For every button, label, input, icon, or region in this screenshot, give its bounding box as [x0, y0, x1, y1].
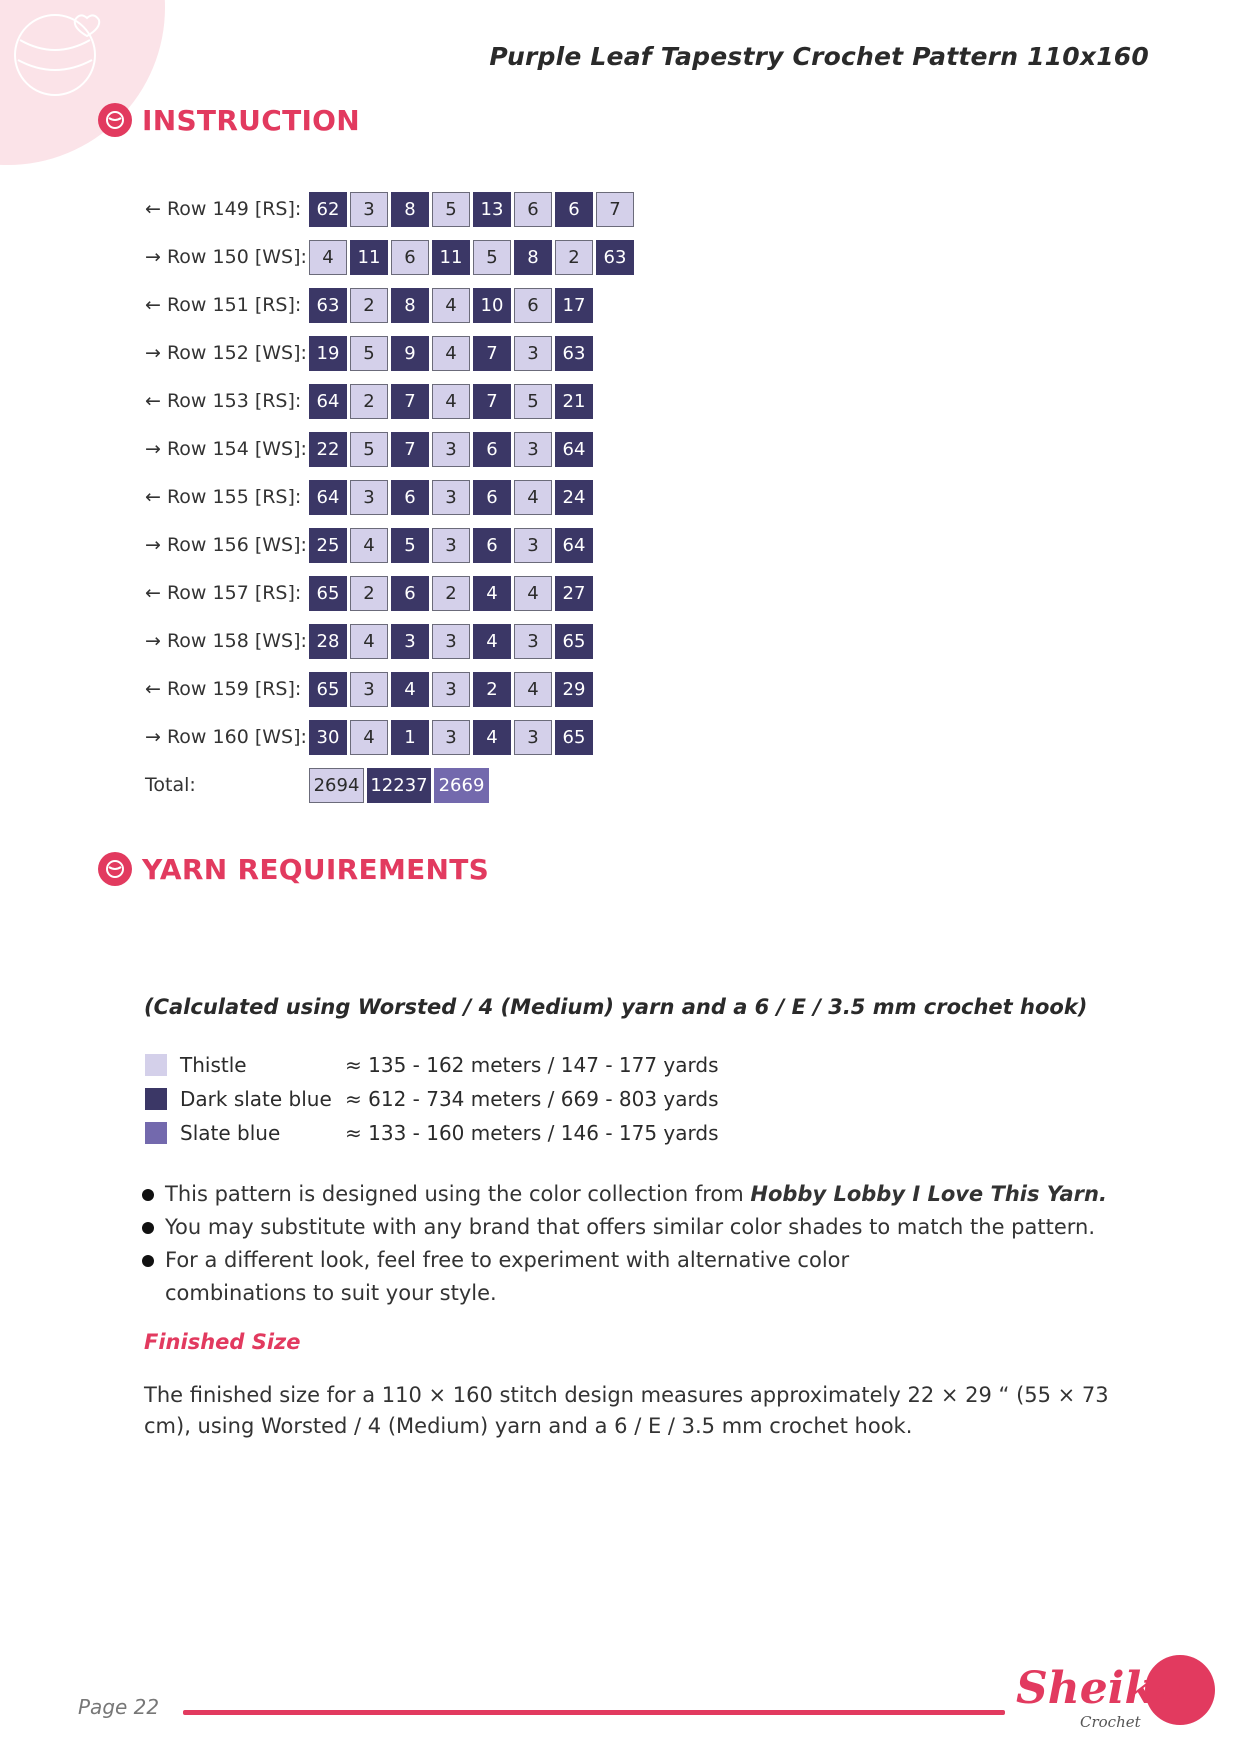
stitch-count-cell: 4	[350, 720, 388, 755]
yarn-title: YARN REQUIREMENTS	[142, 852, 490, 886]
stitch-count-cell: 6	[473, 480, 511, 515]
stitch-count-cell: 9	[391, 336, 429, 371]
stitch-cells	[309, 192, 637, 227]
stitch-count-cell: 6	[391, 576, 429, 611]
note-item	[140, 1211, 1160, 1244]
row-label: ← Row 153 [RS]:	[145, 390, 302, 412]
stitch-count-cell: 11	[432, 240, 470, 275]
finished-size-text: The finished size for a 110 × 160 stitch design measures approximately 22 × 29 “ (55 × 73 cm), using Worsted / 4 (Medium) yarn and a 6 / E / 3.5 mm crochet hook.	[144, 1383, 1109, 1438]
stitch-count-cell: 62	[309, 192, 347, 227]
stitch-count-cell: 4	[432, 336, 470, 371]
stitch-count-cell: 28	[309, 624, 347, 659]
stitch-count-cell: 3	[432, 624, 470, 659]
stitch-count-cell: 65	[555, 720, 593, 755]
stitch-count-cell: 3	[391, 624, 429, 659]
stitch-count-cell: 3	[432, 480, 470, 515]
stitch-cells	[309, 624, 596, 659]
row-instructions	[145, 185, 637, 809]
stitch-count-cell: 8	[391, 192, 429, 227]
note-text: For a different look, feel free to experiment with alternative color combinations to suit your style.	[165, 1248, 850, 1305]
row-label: → Row 150 [WS]:	[145, 246, 307, 268]
stitch-count-cell: 65	[309, 576, 347, 611]
stitch-count-cell: 2	[555, 240, 593, 275]
row-instruction	[145, 521, 637, 569]
stitch-count-cell: 6	[391, 240, 429, 275]
total-count-cell: 12237	[367, 768, 431, 803]
row-instruction	[145, 713, 637, 761]
legend-row-slate-blue	[145, 1116, 719, 1150]
row-instruction	[145, 377, 637, 425]
logo-text: Sheika	[1016, 1663, 1184, 1714]
yarn-subtitle: (Calculated using Worsted / 4 (Medium) yarn and a 6 / E / 3.5 mm crochet hook)	[144, 995, 1088, 1019]
legend-row-thistle	[145, 1048, 719, 1082]
row-label: → Row 152 [WS]:	[145, 342, 307, 364]
stitch-count-cell: 64	[309, 480, 347, 515]
total-label: Total:	[145, 774, 196, 796]
stitch-count-cell: 2	[350, 576, 388, 611]
stitch-count-cell: 3	[514, 432, 552, 467]
yarn-legend	[145, 1048, 719, 1150]
stitch-cells	[309, 384, 596, 419]
bullet-icon	[142, 1255, 154, 1267]
footer-divider	[183, 1710, 1005, 1715]
row-label: → Row 158 [WS]:	[145, 630, 307, 652]
stitch-count-cell: 5	[350, 432, 388, 467]
stitch-count-cell: 63	[309, 288, 347, 323]
logo-subtext: Crochet	[1080, 1713, 1141, 1731]
stitch-count-cell: 4	[473, 624, 511, 659]
yarn-logo-icon	[98, 852, 132, 886]
yarn-notes	[140, 1178, 1160, 1310]
stitch-count-cell: 8	[514, 240, 552, 275]
stitch-count-cell: 1	[391, 720, 429, 755]
stitch-count-cell: 4	[514, 576, 552, 611]
note-item	[140, 1244, 1160, 1310]
note-text: You may substitute with any brand that offers similar color shades to match the pattern.	[165, 1215, 1095, 1239]
stitch-count-cell: 6	[514, 288, 552, 323]
stitch-count-cell: 3	[350, 480, 388, 515]
stitch-count-cell: 3	[514, 336, 552, 371]
dark-slate-blue-swatch	[145, 1088, 167, 1110]
stitch-cells	[309, 288, 596, 323]
legend-amount: ≈ 133 - 160 meters / 146 - 175 yards	[345, 1121, 719, 1145]
stitch-count-cell: 63	[555, 336, 593, 371]
row-label: → Row 156 [WS]:	[145, 534, 307, 556]
stitch-count-cell: 7	[391, 384, 429, 419]
stitch-count-cell: 19	[309, 336, 347, 371]
stitch-count-cell: 4	[473, 576, 511, 611]
brand-logo	[1010, 1655, 1220, 1745]
stitch-count-cell: 7	[473, 384, 511, 419]
stitch-count-cell: 4	[514, 480, 552, 515]
stitch-cells	[309, 528, 596, 563]
stitch-count-cell: 3	[432, 432, 470, 467]
stitch-count-cell: 21	[555, 384, 593, 419]
stitch-count-cell: 3	[432, 672, 470, 707]
stitch-count-cell: 4	[473, 720, 511, 755]
stitch-cells	[309, 336, 596, 371]
stitch-count-cell: 7	[596, 192, 634, 227]
stitch-count-cell: 64	[555, 432, 593, 467]
instruction-title: INSTRUCTION	[142, 103, 361, 137]
stitch-count-cell: 11	[350, 240, 388, 275]
stitch-count-cell: 4	[432, 384, 470, 419]
total-count-cell: 2694	[309, 768, 364, 803]
stitch-count-cell: 4	[432, 288, 470, 323]
stitch-count-cell: 3	[432, 528, 470, 563]
row-label: ← Row 157 [RS]:	[145, 582, 302, 604]
stitch-count-cell: 22	[309, 432, 347, 467]
stitch-count-cell: 4	[514, 672, 552, 707]
yarn-heading	[98, 852, 489, 886]
row-instruction	[145, 185, 637, 233]
stitch-count-cell: 25	[309, 528, 347, 563]
stitch-count-cell: 64	[309, 384, 347, 419]
stitch-count-cell: 6	[555, 192, 593, 227]
legend-name: Slate blue	[180, 1121, 281, 1145]
legend-amount: ≈ 612 - 734 meters / 669 - 803 yards	[345, 1087, 719, 1111]
row-instruction	[145, 617, 637, 665]
stitch-count-cell: 5	[473, 240, 511, 275]
thistle-swatch	[145, 1054, 167, 1076]
stitch-count-cell: 3	[350, 192, 388, 227]
stitch-cells	[309, 576, 596, 611]
yarn-logo-icon	[98, 103, 132, 137]
stitch-count-cell: 3	[432, 720, 470, 755]
stitch-count-cell: 4	[391, 672, 429, 707]
stitch-count-cell: 4	[350, 528, 388, 563]
stitch-count-cell: 64	[555, 528, 593, 563]
stitch-count-cell: 7	[391, 432, 429, 467]
stitch-cells	[309, 432, 596, 467]
brand-name: Hobby Lobby I Love This Yarn.	[750, 1182, 1107, 1206]
page-number: Page 22	[78, 1695, 160, 1719]
row-label: → Row 160 [WS]:	[145, 726, 307, 748]
row-label: → Row 154 [WS]:	[145, 438, 307, 460]
stitch-count-cell: 3	[514, 720, 552, 755]
row-label: ← Row 159 [RS]:	[145, 678, 302, 700]
stitch-count-cell: 24	[555, 480, 593, 515]
stitch-count-cell: 30	[309, 720, 347, 755]
totals-row	[145, 761, 637, 809]
stitch-count-cell: 4	[350, 624, 388, 659]
stitch-cells	[309, 720, 596, 755]
document-title: Purple Leaf Tapestry Crochet Pattern 110x160	[489, 42, 1149, 71]
stitch-count-cell: 5	[350, 336, 388, 371]
note-text: This pattern is designed using the color collection from	[165, 1182, 751, 1206]
slate-blue-swatch	[145, 1122, 167, 1144]
stitch-count-cell: 2	[473, 672, 511, 707]
stitch-count-cell: 5	[514, 384, 552, 419]
stitch-count-cell: 6	[473, 432, 511, 467]
row-instruction	[145, 281, 637, 329]
stitch-cells	[309, 672, 596, 707]
stitch-count-cell: 2	[350, 384, 388, 419]
stitch-count-cell: 10	[473, 288, 511, 323]
stitch-count-cell: 29	[555, 672, 593, 707]
stitch-cells	[309, 480, 596, 515]
legend-name: Thistle	[180, 1053, 247, 1077]
stitch-count-cell: 65	[555, 624, 593, 659]
legend-row-dark-slate-blue	[145, 1082, 719, 1116]
stitch-count-cell: 8	[391, 288, 429, 323]
stitch-cells	[309, 240, 637, 275]
stitch-count-cell: 63	[596, 240, 634, 275]
bullet-icon	[142, 1189, 154, 1201]
stitch-count-cell: 17	[555, 288, 593, 323]
legend-amount: ≈ 135 - 162 meters / 147 - 177 yards	[345, 1053, 719, 1077]
stitch-count-cell: 6	[391, 480, 429, 515]
row-instruction	[145, 473, 637, 521]
stitch-count-cell: 4	[309, 240, 347, 275]
total-cells	[309, 768, 492, 803]
row-instruction	[145, 329, 637, 377]
row-instruction	[145, 665, 637, 713]
stitch-count-cell: 6	[514, 192, 552, 227]
stitch-count-cell: 6	[473, 528, 511, 563]
finished-size-title: Finished Size	[144, 1330, 301, 1354]
note-item	[140, 1178, 1160, 1211]
stitch-count-cell: 3	[514, 528, 552, 563]
row-label: ← Row 149 [RS]:	[145, 198, 302, 220]
stitch-count-cell: 5	[432, 192, 470, 227]
stitch-count-cell: 65	[309, 672, 347, 707]
row-instruction	[145, 569, 637, 617]
stitch-count-cell: 5	[391, 528, 429, 563]
stitch-count-cell: 7	[473, 336, 511, 371]
total-count-cell: 2669	[434, 768, 489, 803]
stitch-count-cell: 2	[432, 576, 470, 611]
corner-decoration	[0, 0, 165, 165]
stitch-count-cell: 27	[555, 576, 593, 611]
row-label: ← Row 151 [RS]:	[145, 294, 302, 316]
legend-name: Dark slate blue	[180, 1087, 332, 1111]
instruction-heading	[98, 103, 360, 137]
row-label: ← Row 155 [RS]:	[145, 486, 302, 508]
stitch-count-cell: 3	[514, 624, 552, 659]
stitch-count-cell: 3	[350, 672, 388, 707]
bullet-icon	[142, 1222, 154, 1234]
stitch-count-cell: 13	[473, 192, 511, 227]
row-instruction	[145, 425, 637, 473]
row-instruction	[145, 233, 637, 281]
stitch-count-cell: 2	[350, 288, 388, 323]
